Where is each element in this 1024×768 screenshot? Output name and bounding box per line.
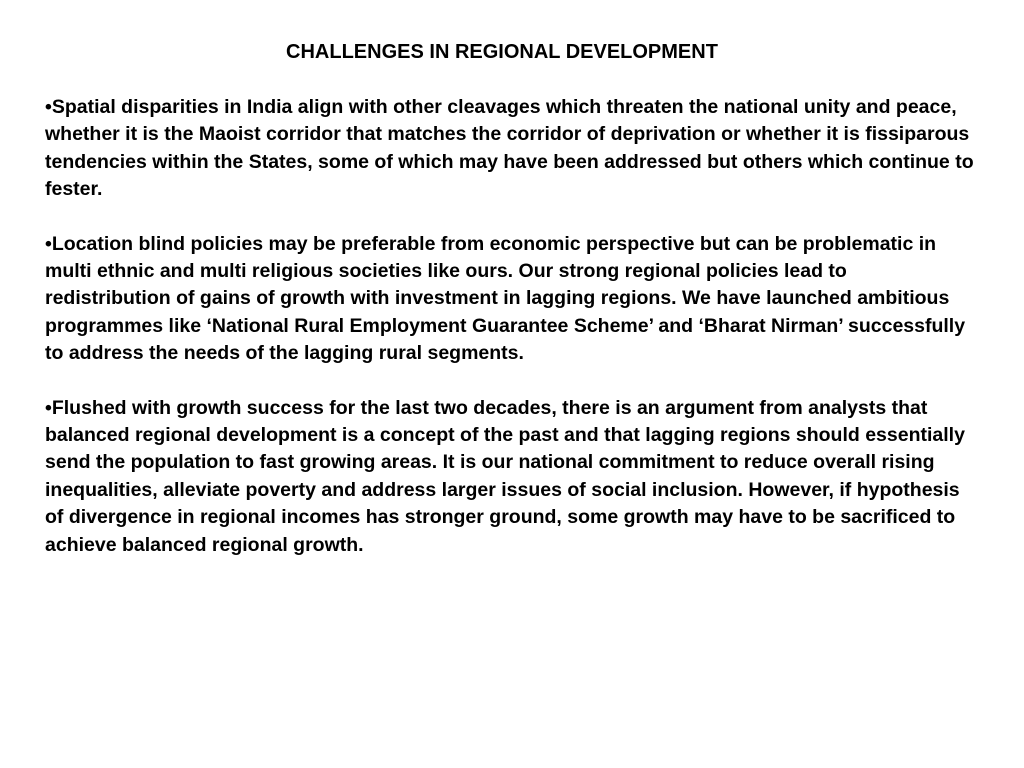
bullet-text-1: Spatial disparities in India align with other cleavages which threaten the national unity and peace, whether it is the Maoist corridor that matches the corridor of deprivation or whether it is fissiparous tendencies within the States, some of which may have been addressed but others which continue to fester.	[45, 96, 974, 201]
bullet-marker: •	[45, 396, 52, 419]
bullet-text-3: Flushed with growth success for the last two decades, there is an argument from analysts that balanced regional development is a concept of the past and that lagging regions should essentially send the population to fast growing areas. It is our national commitment to reduce overall rising inequalities, alleviate poverty and address larger issues of social inclusion. However, if hypothesis of divergence in regional incomes has stronger ground, some growth may have to be sacrificed to achieve balanced regional growth.	[45, 396, 965, 556]
bullet-paragraph-1	[45, 94, 975, 204]
bullet-paragraph-3	[45, 395, 975, 559]
slide-body	[45, 94, 975, 586]
bullet-text-2: Location blind policies may be preferable from economic perspective but can be problematic in multi ethnic and multi religious societies like ours. Our strong regional policies lead to redistribution of gains of growth with investment in lagging regions. We have launched ambitious programmes like ‘National Rural Employment Guarantee Scheme’ and ‘Bharat Nirman’ successfully to address the needs of the lagging rural segments.	[45, 232, 966, 365]
slide-title: CHALLENGES IN REGIONAL DEVELOPMENT	[286, 41, 718, 63]
bullet-marker: •	[45, 96, 52, 118]
bullet-paragraph-2	[45, 231, 975, 368]
bullet-marker: •	[45, 232, 52, 255]
